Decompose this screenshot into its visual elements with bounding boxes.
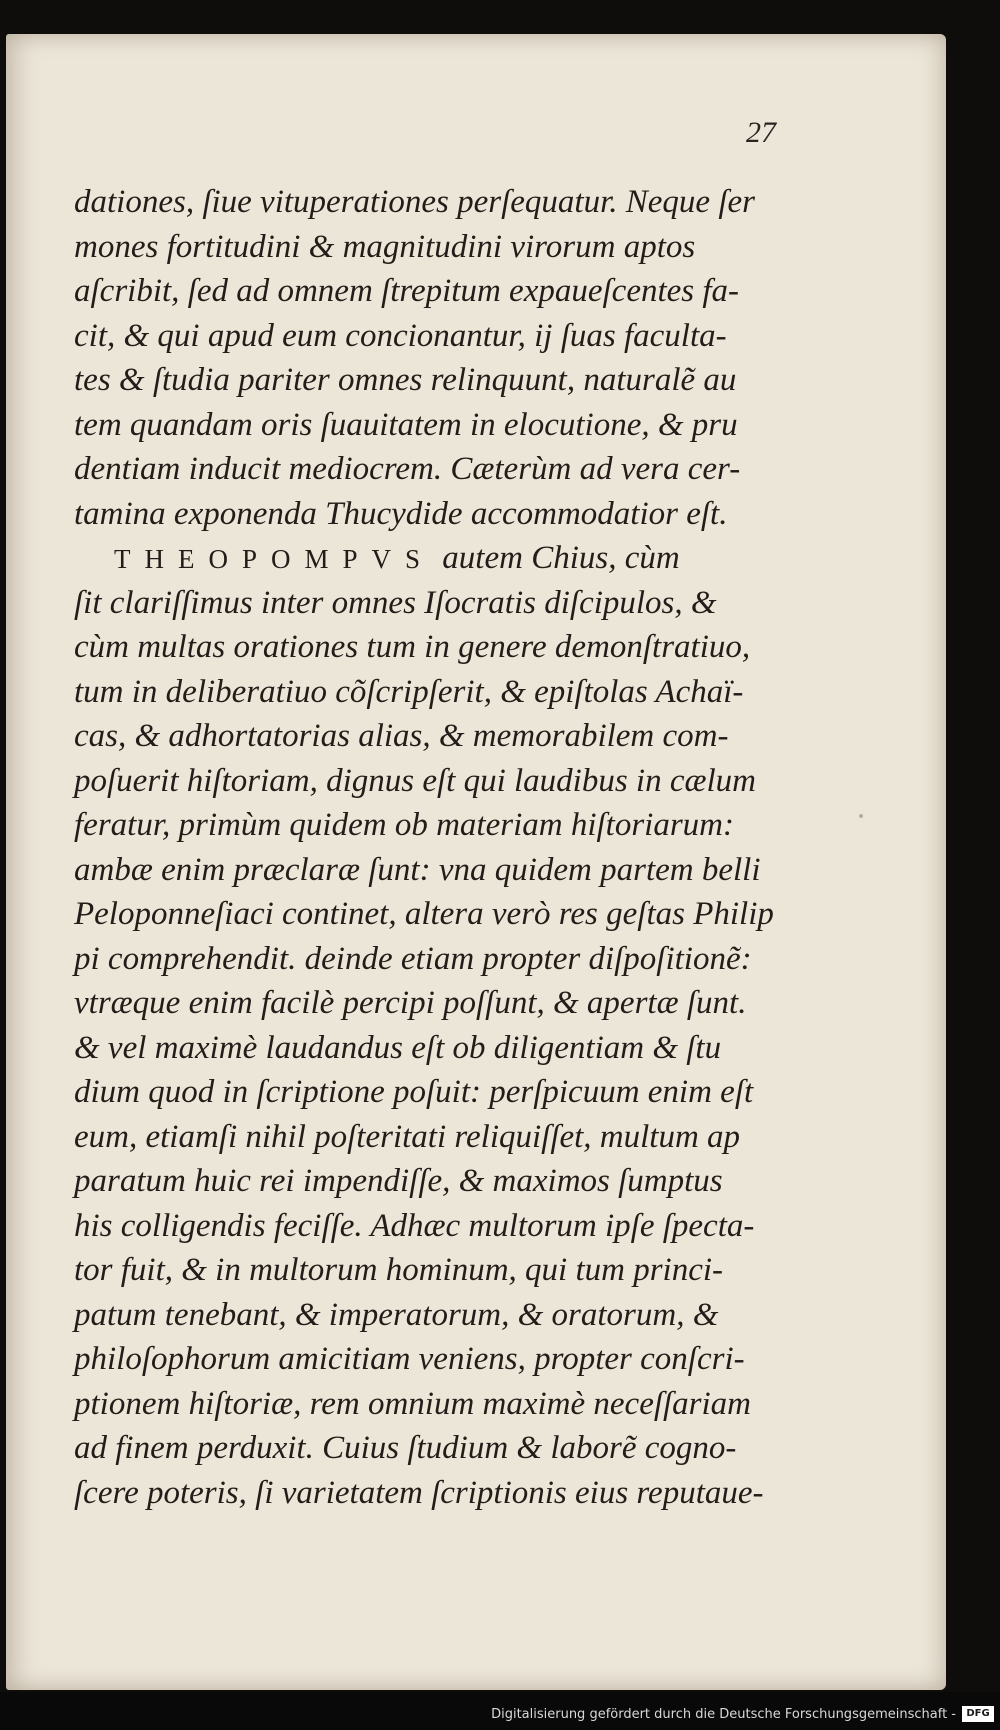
text-line: patum tenebant, & imperatorum, & oratorum, &	[74, 1296, 719, 1333]
text-line: tem quandam oris ſuauitatem in elocutione, & pru	[74, 406, 738, 443]
text-line: tes & ſtudia pariter omnes relinquunt, naturalẽ au	[74, 362, 737, 398]
text-line: cas, & adhortatorias alias, & memorabilem com-	[74, 718, 729, 754]
text-line: tamina exponenda Thucydide accommodatior eſt.	[74, 495, 728, 532]
text-line: his colligendis feciſſe. Adhæc multorum ipſe ſpecta-	[74, 1207, 755, 1244]
text-line: ptionem hiſtoriæ, rem omnium maximè neceſſariam	[74, 1385, 752, 1422]
dfg-logo-icon: DFG	[962, 1706, 994, 1722]
page-text	[74, 180, 812, 1515]
funding-credit: Digitalisierung gefördert durch die Deutsche Forschungsgemeinschaft -	[491, 1707, 956, 1722]
text-line: dentiam inducit mediocrem. Cæterùm ad vera cer-	[74, 451, 741, 487]
text-line: paratum huic rei impendiſſe, & maximos ſumptus	[74, 1163, 723, 1199]
text-line: cit, & qui apud eum concionantur, ij ſuas faculta-	[74, 317, 727, 354]
text-line: ambæ enim præclaræ ſunt: vna quidem partem belli	[74, 851, 761, 888]
text-line: eum, etiamſi nihil poſteritati reliquiſſet, multum ap	[74, 1118, 741, 1155]
paper-speck	[859, 814, 863, 818]
footer-bar	[0, 1692, 1000, 1730]
text-line: tum in deliberatiuo cõſcripſerit, & epiſtolas Achaï-	[74, 673, 744, 710]
text-line: dationes, ſiue vituperationes perſequatur. Neque ſer	[74, 184, 755, 220]
text-line: feratur, primùm quidem ob materiam hiſtoriarum:	[74, 807, 734, 843]
text-line: pi comprehendit. deinde etiam propter diſpoſitionẽ:	[74, 940, 752, 977]
text-line: ad finem perduxit. Cuius ſtudium & laborẽ cogno-	[74, 1430, 737, 1466]
text-line: vtræque enim facilè percipi poſſunt, & apertæ ſunt.	[74, 985, 747, 1021]
paragraph-first-line	[74, 536, 812, 581]
text-line: tor fuit, & in multorum hominum, qui tum princi-	[74, 1252, 724, 1288]
text-line: aſcribit, ſed ad omnem ſtrepitum expaueſcentes fa-	[74, 273, 740, 309]
page-number: 27	[746, 116, 776, 149]
text-line: Peloponneſiaci continet, altera verò res geſtas Philip	[74, 896, 774, 932]
book-page	[6, 34, 946, 1690]
text-line: poſuerit hiſtoriam, dignus eſt qui laudibus in cælum	[74, 762, 757, 799]
text-line: cùm multas orationes tum in genere demonſtratiuo,	[74, 629, 751, 665]
text-line: philoſophorum amicitiam veniens, propter conſcri-	[74, 1341, 745, 1377]
text-fragment: autem Chius, cùm	[434, 540, 680, 576]
text-line: mones fortitudini & magnitudini virorum aptos	[74, 228, 696, 265]
text-line: ſit clariſſimus inter omnes Iſocratis diſcipulos, &	[74, 584, 717, 621]
text-line: ſcere poteris, ſi varietatem ſcriptionis eius reputaue-	[74, 1474, 764, 1511]
text-line: dium quod in ſcriptione poſuit: perſpicuum enim eſt	[74, 1074, 754, 1110]
text-line: & vel maximè laudandus eſt ob diligentiam & ſtu	[74, 1029, 722, 1066]
author-name: THEOPOMPVS	[114, 544, 435, 574]
